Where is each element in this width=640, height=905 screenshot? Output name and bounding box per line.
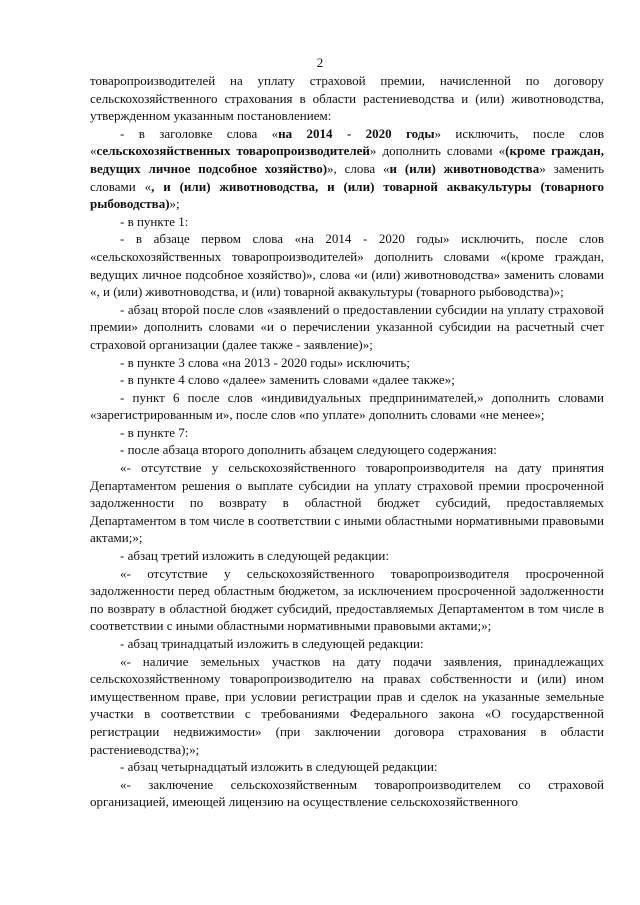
paragraph-title-amendment xyxy=(90,125,604,213)
paragraph: - абзац второй после слов «заявлений о предоставлении субсидии на уплату страховой премии» дополнить словами «и о перечислении указанной субсидии на расчетный счет страховой организации (далее также - заявление)»; xyxy=(90,301,604,352)
paragraph: «- отсутствие у сельскохозяйственного товаропроизводителя просроченной задолженности перед областным бюджетом, за исключением просроченной задолженности по возврату в областной бюджет субсидий, предоставляемых Департаментом в том числе в соответствии с иными областными нормативными правовыми актами;»; xyxy=(90,565,604,634)
paragraph: - в пункте 4 слово «далее» заменить словами «далее также»; xyxy=(120,372,455,388)
paragraph: «- отсутствие у сельскохозяйственного товаропроизводителя на дату принятия Департаментом решения о выплате субсидии на уплату страховой премии просроченной задолженности по возврату в областной бюджет субсидий, предоставляемых Департаментом в том числе в соответствии с иными областными нормативными правовыми актами;»; xyxy=(90,460,604,546)
paragraph: - в пункте 1: xyxy=(120,213,189,229)
text-run: »; xyxy=(169,196,180,212)
document-body xyxy=(90,72,604,811)
paragraph: - абзац третий изложить в следующей редакции: xyxy=(120,548,389,564)
text-run: » исключить, после слов « xyxy=(90,125,604,159)
text-run: - в заголовке слова « xyxy=(120,125,279,141)
bold-run: сельскохозяйственных товаропроизводителей xyxy=(96,143,370,159)
bold-run: , и (или) животноводства, и (или) товарной аквакультуры (товарного рыбоводства) xyxy=(90,178,604,212)
paragraph: - после абзаца второго дополнить абзацем следующего содержания: xyxy=(120,442,497,458)
text-run: » дополнить словами « xyxy=(369,143,506,159)
paragraph-continuation: товаропроизводителей на уплату страховой премии, начисленной по договору сельскохозяйственного страхования в области растениеводства и (или) животноводства, утвержденном указанным постановлением: xyxy=(90,73,604,124)
text-run: » заменить словами « xyxy=(90,160,604,194)
paragraph: - абзац четырнадцатый изложить в следующей редакции: xyxy=(120,759,438,775)
paragraph: - в пункте 3 слова «на 2013 - 2020 годы» исключить; xyxy=(120,354,410,370)
paragraph: - в пункте 7: xyxy=(120,424,189,440)
paragraph: - в абзаце первом слова «на 2014 - 2020 годы» исключить, после слов «сельскохозяйственных товаропроизводителей» дополнить словами «(кроме граждан, ведущих личное подсобное хозяйство)», слова «и (или) животноводства» заменить словами «, и (или) животноводства, и (или) товарной аквакультуры (товарного рыбоводства)»; xyxy=(90,231,604,300)
bold-run: и (или) животноводства xyxy=(389,160,540,176)
page-number: 2 xyxy=(316,55,324,70)
bold-run: (кроме граждан, ведущих личное подсобное хозяйство) xyxy=(90,143,605,176)
bold-run: на 2014 - 2020 годы xyxy=(278,125,435,141)
text-run: », слова « xyxy=(327,160,390,176)
paragraph: «- наличие земельных участков на дату подачи заявления, принадлежащих сельскохозяйственному товаропроизводителю на правах собственности и (или) ином имущественном праве, при условии регистрации прав и сделок на указанные земельные участки в соответствии с требованиями Федерального закона «О государственной регистрации недвижимости» (при заключении договора страхования в области растениеводства);»; xyxy=(90,653,604,757)
paragraph: - абзац тринадцатый изложить в следующей редакции: xyxy=(120,636,424,651)
paragraph: «- заключение сельскохозяйственным товаропроизводителем со страховой организацией, имеющей лицензию на осуществление сельскохозяйственного xyxy=(90,776,604,810)
paragraph: - пункт 6 после слов «индивидуальных предпринимателей,» дополнить словами «зарегистрированным и», после слов «по уплате» дополнить словами «не менее»; xyxy=(90,389,604,423)
